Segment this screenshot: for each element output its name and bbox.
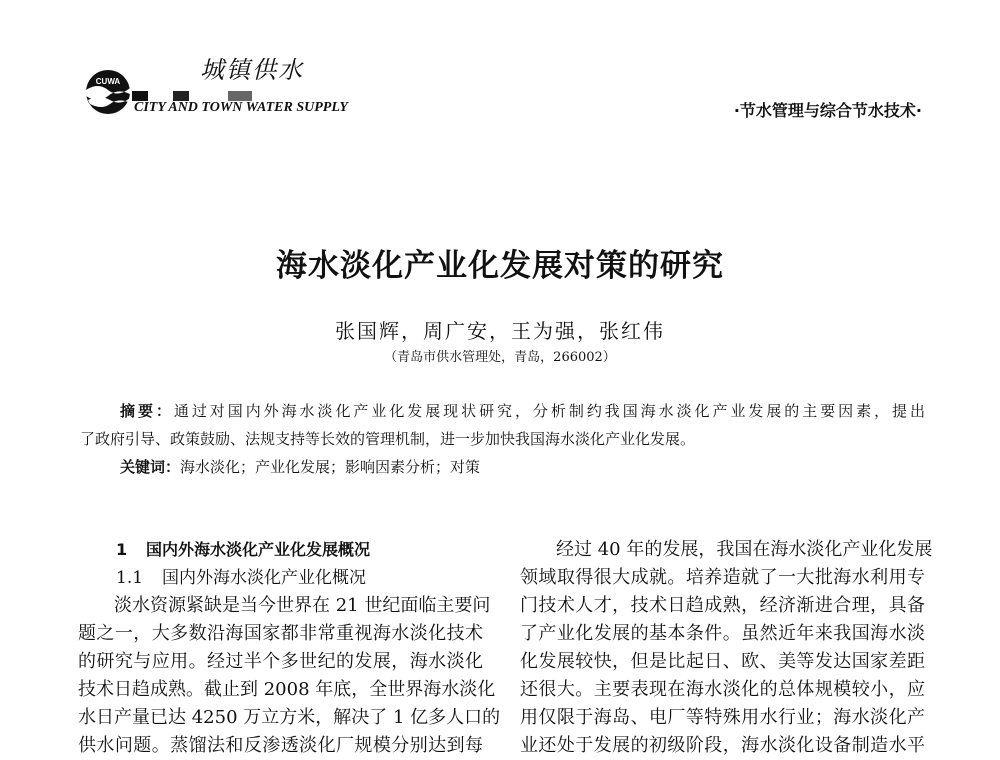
body-line: 水日产量已达 4250 万立方米，解决了 1 亿多人口的	[78, 707, 501, 728]
article-title: 海水淡化产业化发展对策的研究	[276, 248, 724, 284]
section-number: 1	[116, 540, 128, 559]
section-heading-1-1	[78, 564, 483, 592]
journal-logo	[84, 68, 132, 116]
keywords-label: 关键词：	[120, 458, 181, 476]
body-line: 了产业化发展的基本条件。虽然近年来我国海水淡	[520, 623, 925, 644]
body-line: 供水问题。蒸馏法和反渗透淡化厂规模分别达到每	[78, 735, 483, 756]
body-line: 用仅限于海岛、电厂等特殊用水行业；海水淡化产	[520, 707, 925, 728]
abstract-line-2: 了政府引导、政策鼓励、法规支持等长效的管理机制，进一步加快我国海水淡化产业化发展。	[80, 430, 696, 448]
section-heading-1	[78, 536, 483, 564]
keywords-text: 海水淡化；产业化发展；影响因素分析；对策	[180, 458, 481, 476]
right-column	[520, 536, 933, 760]
journal-name-cn: 城镇供水	[200, 56, 304, 84]
cuwa-logo-icon	[84, 68, 132, 116]
body-line: 技术日趋成熟。截止到 2008 年底，全世界海水淡化	[78, 679, 496, 700]
body-line: 门技术人才，技术日趋成熟，经济渐进合理，具备	[520, 595, 925, 616]
abstract-text: 通过对国内外海水淡化产业化发展现状研究，分析制约我国海水淡化产业发展的主要因素，提出	[173, 402, 925, 420]
left-column	[78, 536, 501, 760]
body-line: 还很大。主要表现在海水淡化的总体规模较小，应	[520, 679, 925, 700]
body-line: 业还处于发展的初级阶段，海水淡化设备制造水平	[520, 735, 925, 756]
body-line: 领域取得很大成就。培养造就了一大批海水利用专	[520, 567, 925, 588]
body-line: 的研究与应用。经过半个多世纪的发展，海水淡化	[78, 651, 483, 672]
section-tag: ·节水管理与综合节水技术·	[733, 101, 922, 120]
article-authors: 张国辉，周广安，王为强，张红伟	[335, 319, 665, 343]
abstract-label: 摘要：	[120, 402, 174, 420]
section-title: 国内外海水淡化产业化发展概况	[146, 540, 371, 559]
body-line: 化发展较快，但是比起日、欧、美等发达国家差距	[520, 651, 925, 672]
body-line: 淡水资源紧缺是当今世界在 21 世纪面临主要问	[114, 595, 491, 616]
article-affiliation: （青岛市供水管理处，青岛，266002）	[384, 350, 616, 365]
body-line: 经过 40 年的发展，我国在海水淡化产业化发展	[556, 539, 933, 560]
svg-text:CUWA: CUWA	[95, 77, 121, 86]
journal-name-en: CITY AND TOWN WATER SUPPLY	[134, 100, 348, 115]
abstract-line-1	[120, 400, 925, 421]
subsection-title: 国内外海水淡化产业化概况	[162, 568, 366, 588]
keywords	[120, 456, 480, 477]
subsection-number: 1.1	[116, 568, 144, 588]
body-line: 题之一，大多数沿海国家都非常重视海水淡化技术	[78, 623, 483, 644]
